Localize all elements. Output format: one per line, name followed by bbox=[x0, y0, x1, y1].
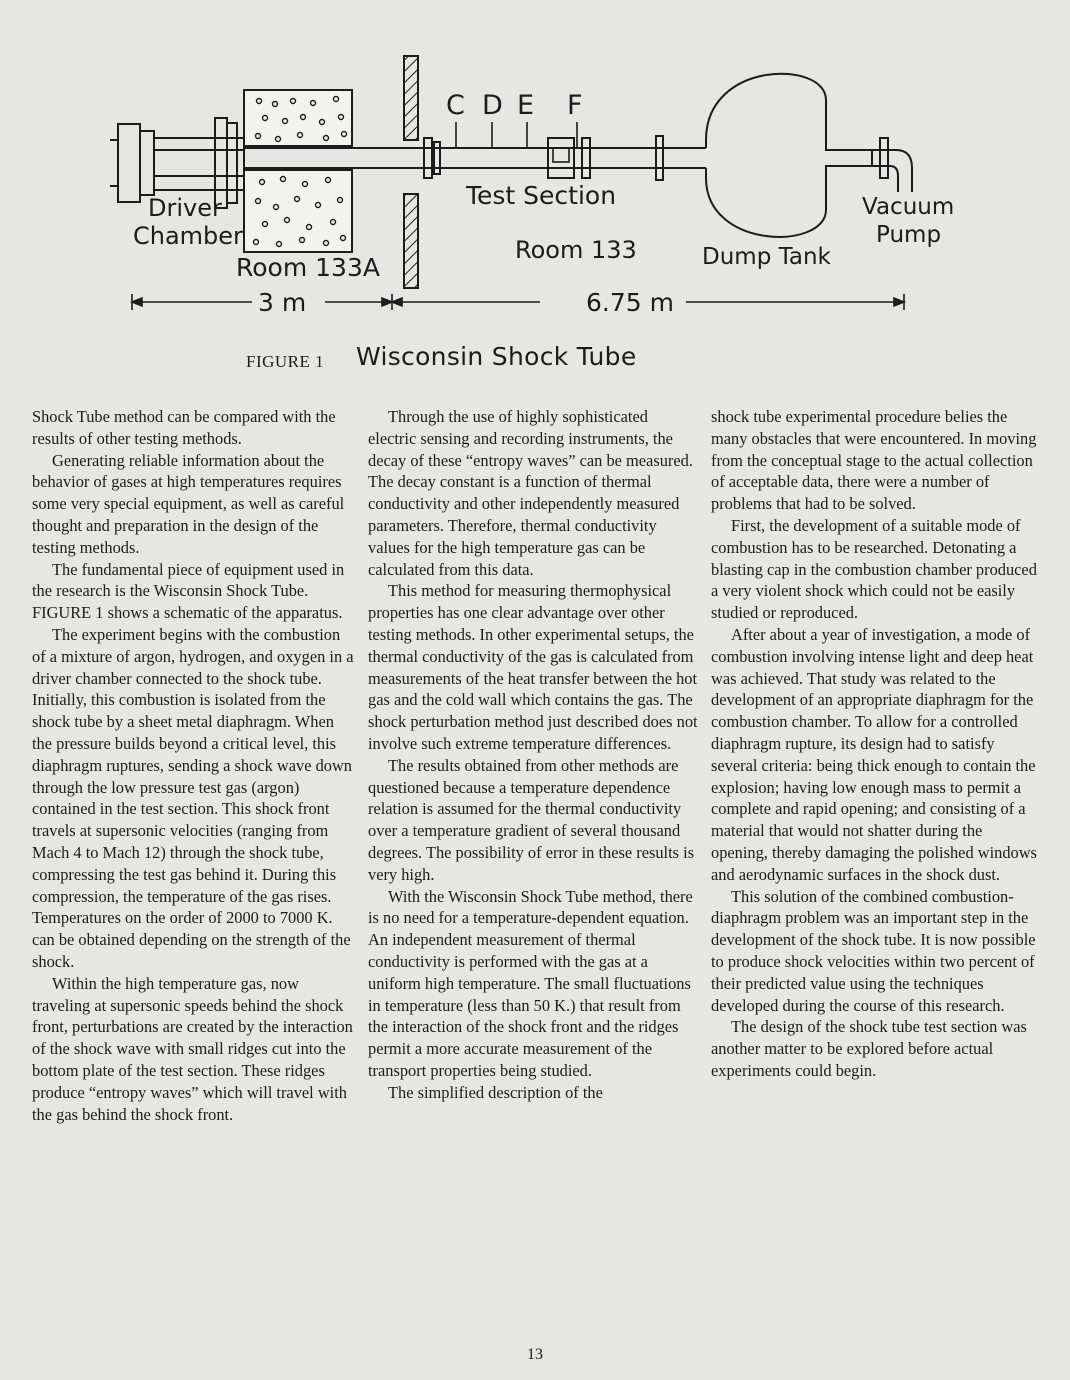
paragraph: The results obtained from other methods are questioned because a temperature dependence relation is assumed for the thermal conductivity over a temperature gradient of several thousand degrees. The possibility of error in these results is very high. bbox=[368, 755, 695, 884]
section-letter-c: C bbox=[446, 90, 465, 121]
paragraph: Through the use of highly sophisticated electric sensing and recording instruments, the decay of these “entropy waves” can be measured. The decay constant is a function of thermal conductivity and other independently measured parameters. Therefore, thermal conductivity values for the high temperature gas can be calculated from this data. bbox=[368, 407, 693, 579]
section-letter-f: F bbox=[567, 90, 583, 121]
insulation-block-top bbox=[244, 90, 352, 146]
paragraph: The design of the shock tube test section was another matter to be explored before actual experiments could begin. bbox=[711, 1017, 1027, 1080]
paragraph: The fundamental piece of equipment used in the research is the Wisconsin Shock Tube. FIGURE 1 shows a schematic of the apparatus. bbox=[32, 559, 345, 623]
caption-title: Wisconsin Shock Tube bbox=[356, 342, 637, 371]
wall-lower bbox=[404, 194, 418, 288]
label-vacuum: Vacuum bbox=[862, 194, 955, 220]
label-pump: Pump bbox=[876, 222, 942, 248]
section-letter-d: D bbox=[482, 90, 503, 121]
label-dump-tank: Dump Tank bbox=[702, 244, 831, 270]
dimension-3m: 3 m bbox=[258, 288, 307, 317]
label-room-133: Room 133 bbox=[515, 236, 637, 264]
paragraph: With the Wisconsin Shock Tube method, there is no need for a temperature-dependent equation. An independent measurement of thermal conductivity is performed with the gas at a uniform high temperature. The small fluctuations in temperature (less than 50 K.) that result from the interaction of the shock front and the ridges permit a more accurate measurement of the transport properties being studied. bbox=[368, 886, 693, 1080]
label-chamber: Chamber bbox=[133, 222, 243, 250]
paragraph: After about a year of investigation, a mode of combustion involving intense light and deep heat was achieved. That study was related to the development of an appropriate diaphragm for the combustion chamber. To allow for a controlled diaphragm rupture, its design had to satisfy several criteria: being thick enough to contain the explosion; having low enough mass to permit a complete and rapid opening; and consisting of a material that would not shatter during the opening, thereby damaging the polished windows and aerodynamic surfaces in the shock dust. bbox=[711, 624, 1037, 884]
paragraph: Shock Tube method can be compared with the results of other testing methods. bbox=[32, 407, 336, 448]
paragraph: This method for measuring thermophysical properties has one clear advantage over other testing methods. In other experimental setups, the thermal conductivity of the gas is calculated from measurements of the heat transfer between the hot gas and the cold wall which contains the gas. The shock perturbation method just described does not involve such extreme temperature differences. bbox=[368, 581, 698, 753]
paragraph: Generating reliable information about the behavior of gases at high temperatures requires some very special equipment, as well as careful thought and preparation in the design of the testing methods. bbox=[32, 450, 345, 557]
caption-label: FIGURE 1 bbox=[246, 352, 325, 371]
section-letter-e: E bbox=[517, 90, 535, 121]
figure-caption bbox=[0, 340, 1070, 386]
text-column-2 bbox=[368, 406, 698, 1104]
paragraph: First, the development of a suitable mode of combustion has to be researched. Detonating a blasting cap in the combustion chamber produced a very violent shock which could not be easily studied or reproduced. bbox=[711, 515, 1037, 623]
dimension-6-75m: 6.75 m bbox=[586, 288, 674, 317]
paragraph: Within the high temperature gas, now traveling at supersonic speeds behind the shock front, perturbations are created by the interaction of the shock wave with small ridges cut into the bottom plate of the test section. These ridges produce “entropy waves” which will travel with the gas behind the shock front. bbox=[32, 973, 353, 1124]
wall-upper bbox=[404, 56, 418, 140]
text-column-1 bbox=[32, 406, 357, 1125]
paragraph: This solution of the combined combustion-diaphragm problem was an important step in the development of the shock tube. It is now possible to produce shock velocities within two percent of their predicted value using the techniques developed during the course of this research. bbox=[711, 886, 1036, 1015]
page-number: 13 bbox=[527, 1346, 543, 1363]
insulation-block-bottom bbox=[244, 170, 352, 252]
dimension-line bbox=[132, 294, 904, 310]
label-test-section: Test Section bbox=[466, 181, 617, 210]
paragraph: shock tube experimental procedure belies the many obstacles that were encountered. In moving from the conceptual stage to the actual collection of acceptable data, there were a number of problems that had to be solved. bbox=[711, 407, 1037, 514]
paragraph: The experiment begins with the combustion of a mixture of argon, hydrogen, and oxygen in a driver chamber connected to the shock tube. Initially, this combustion is isolated from the shock tube by a sheet metal diaphragm. When the pressure builds beyond a critical level, this diaphragm ruptures, sending a shock wave down through the low pressure test gas (argon) contained in the test section. This shock front travels at supersonic velocities (ranging from Mach 4 to Mach 12) through the shock tube, compressing the test gas behind it. During this compression, the temperature of the gas rises. Temperatures on the order of 2000 to 7000 K. can be obtained depending on the strength of the shock. bbox=[32, 624, 354, 971]
text-column-3 bbox=[711, 406, 1041, 1082]
label-driver: Driver bbox=[148, 194, 222, 222]
paragraph: The simplified description of the bbox=[388, 1082, 603, 1102]
label-room-133a: Room 133A bbox=[236, 253, 380, 282]
